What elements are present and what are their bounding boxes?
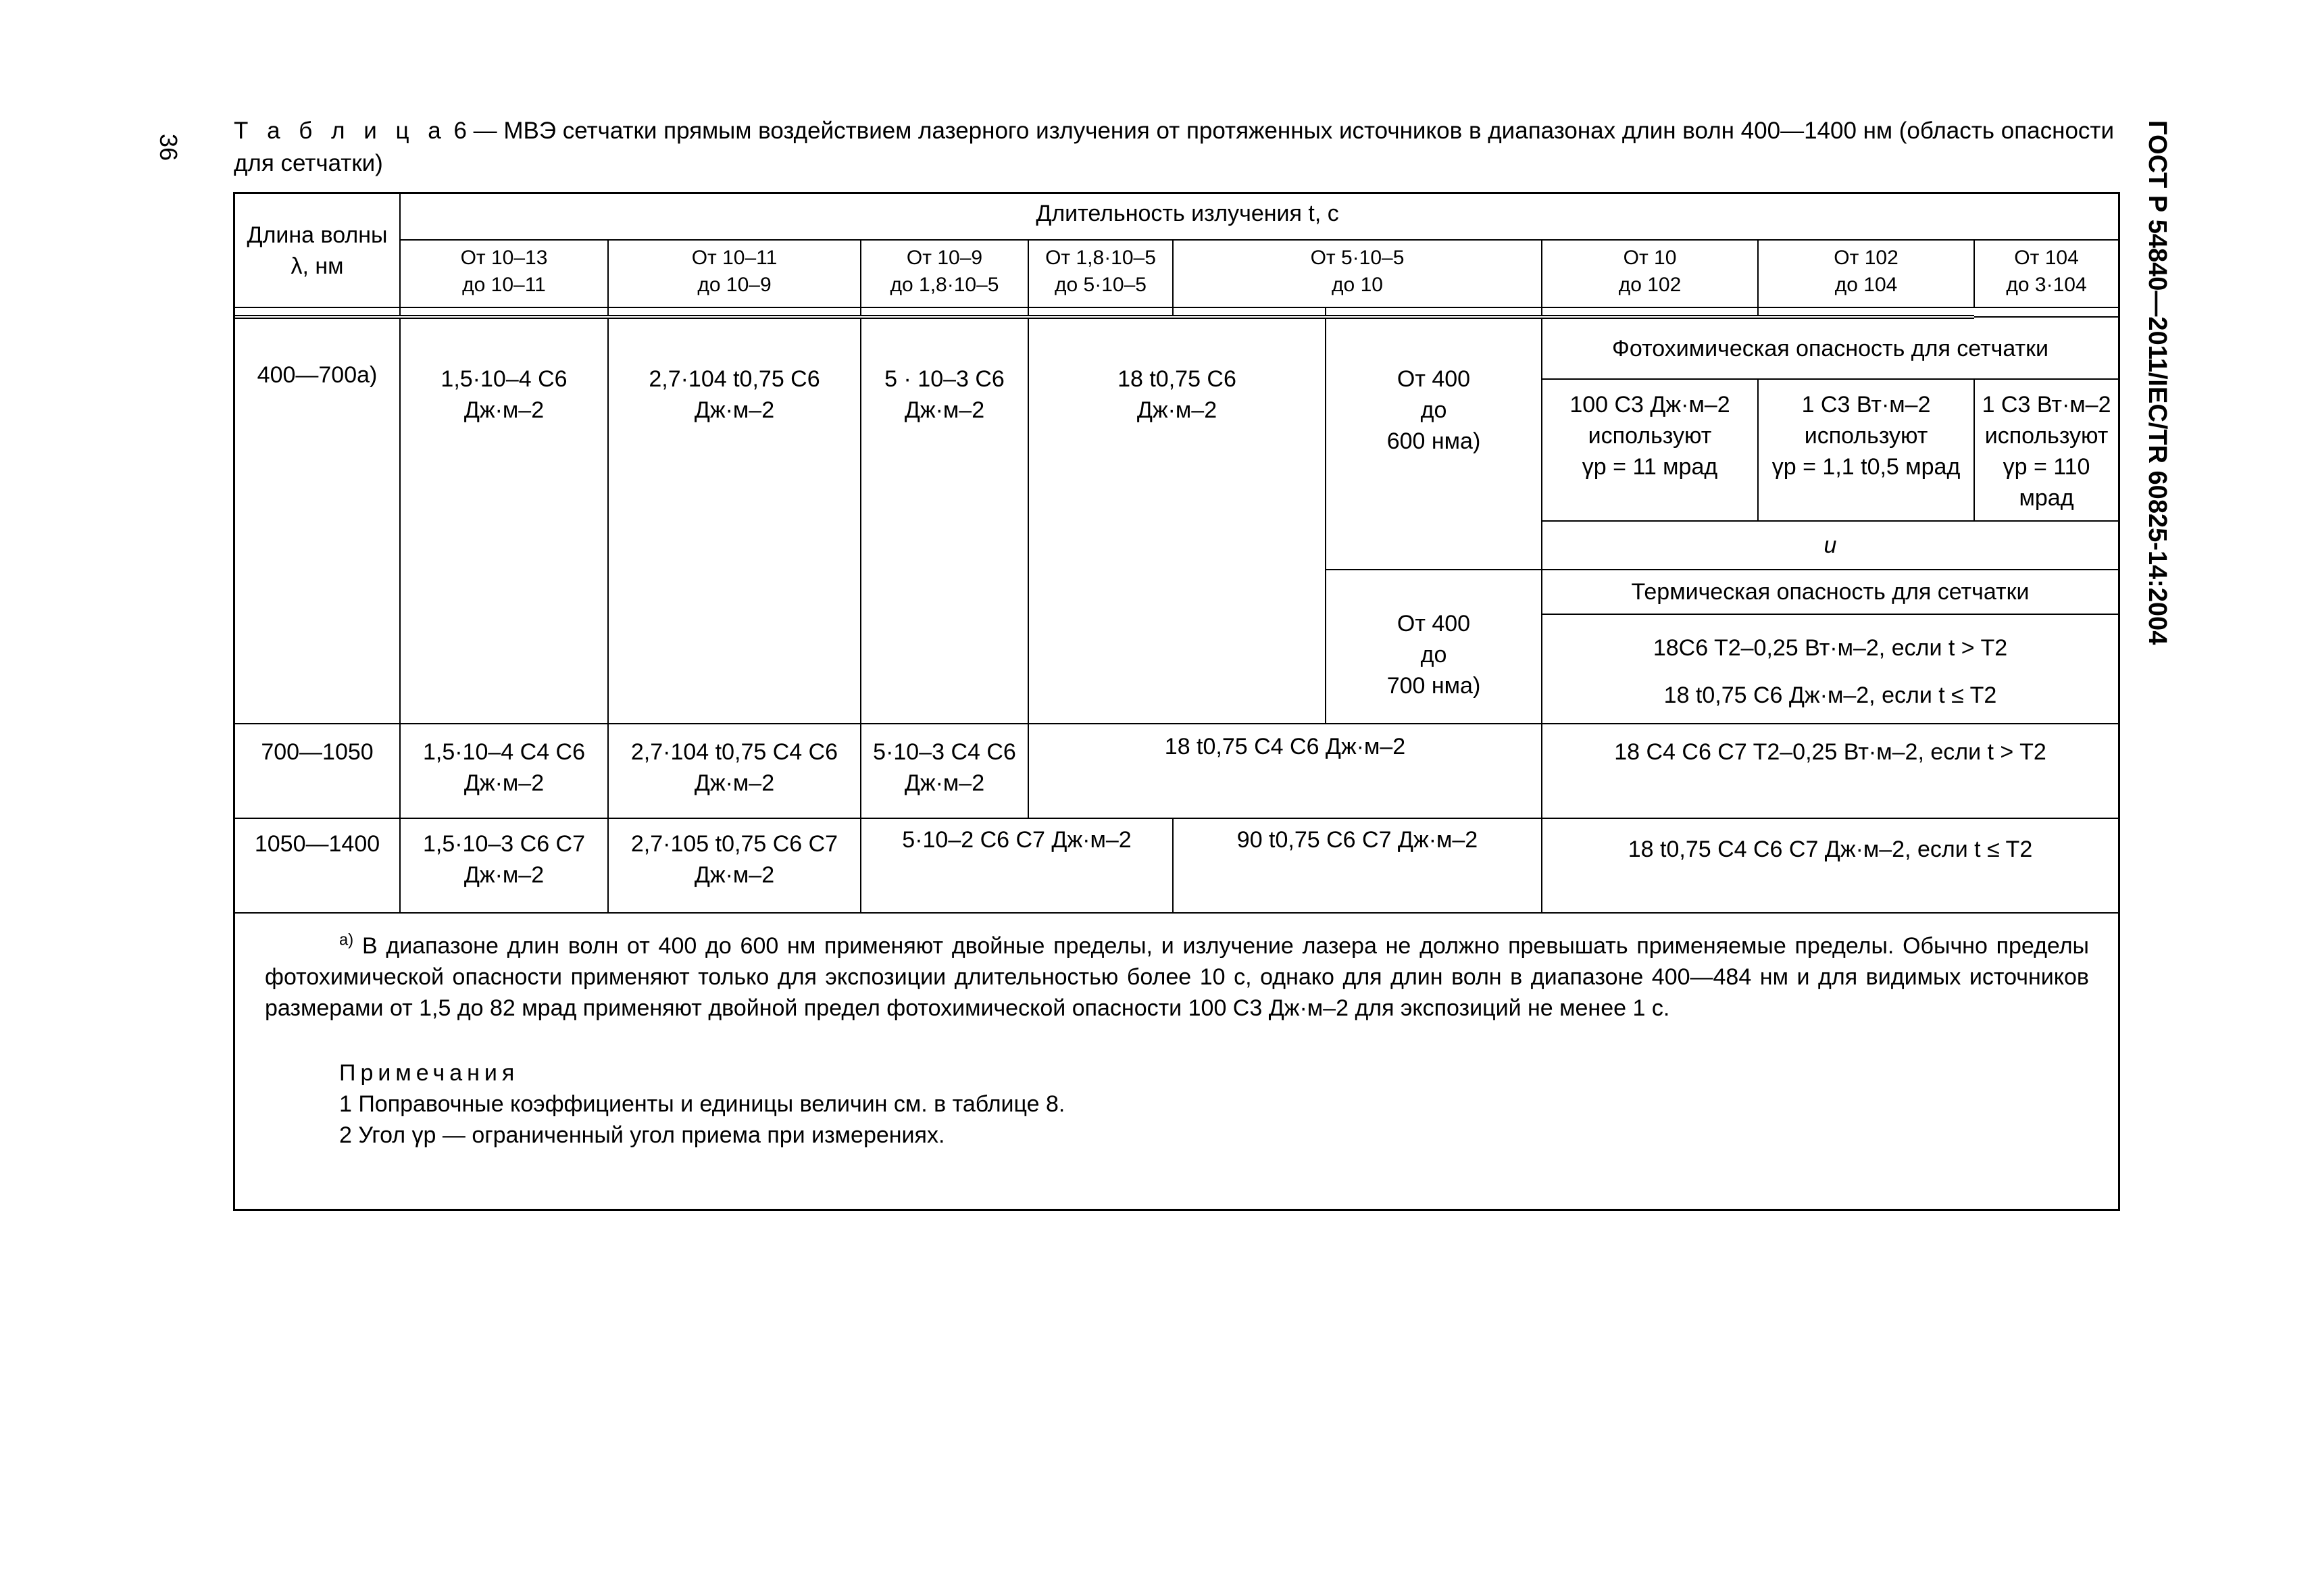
table-caption bbox=[234, 115, 2119, 180]
header-line: От 10–13 bbox=[460, 247, 548, 269]
notes-heading: Примечания bbox=[339, 1060, 520, 1086]
cell-line: Дж·м–2 bbox=[463, 862, 545, 888]
header-line: до 10–11 bbox=[462, 274, 546, 296]
cell-line: используют bbox=[1804, 423, 1928, 449]
row2-c1 bbox=[400, 724, 608, 818]
caption-label: Т а б л и ц а bbox=[234, 118, 447, 144]
cell-line: От 400 bbox=[1397, 611, 1471, 637]
header-col3 bbox=[861, 240, 1028, 307]
header-line: до 10 bbox=[1332, 274, 1383, 296]
cell-line: 5 · 10–3 C6 bbox=[884, 366, 1005, 392]
cell-line: γp = 1,1 t0,5 мрад bbox=[1771, 454, 1961, 480]
row3-c2 bbox=[608, 818, 861, 913]
header-line: до 10–9 bbox=[697, 274, 772, 296]
footnote-text: В диапазоне длин волн от 400 до 600 нм применяют двойные пределы, и излучение лазера не должно превышать применяемые пределы. Обычно пределы фотохимической опасности применяют только для экспозиции длительностью более 10 с, однако для длин волн в диапазоне 400—484 нм и для видимых источников размерами от 1,5 до 82 мрад применяют двойной предел фотохимической опасности 100 C3 Дж·м–2 для экспозиций не менее 1 с. bbox=[265, 933, 2089, 1021]
cell-line: Дж·м–2 bbox=[694, 770, 775, 796]
cell-line: 2,7·104 t0,75 C6 bbox=[649, 366, 820, 392]
cell-line: 2,7·105 t0,75 C6 C7 bbox=[630, 831, 838, 857]
header-duration: Длительность излучения t, с bbox=[400, 194, 1974, 240]
header-col7 bbox=[1758, 240, 1974, 307]
header-col2 bbox=[608, 240, 861, 307]
row3-c1 bbox=[400, 818, 608, 913]
cell-line: 100 C3 Дж·м–2 bbox=[1569, 392, 1730, 418]
cell-line: γp = 11 мрад bbox=[1582, 454, 1718, 480]
header-line: От 5·10–5 bbox=[1310, 247, 1405, 269]
row3-c5: 90 t0,75 C6 C7 Дж·м–2 bbox=[1173, 818, 1542, 913]
header-line: От 102 bbox=[1834, 247, 1898, 269]
row1-p3 bbox=[1974, 379, 2118, 521]
cell-line: до bbox=[1420, 642, 1447, 668]
header-wavelength bbox=[235, 194, 400, 307]
cell-line: 18 t0,75 C6 Дж·м–2, если t ≤ T2 bbox=[1663, 682, 1997, 708]
header-line: От 10–9 bbox=[906, 247, 983, 269]
header-line: до 5·10–5 bbox=[1055, 274, 1147, 296]
cell-line: используют bbox=[1984, 423, 2109, 449]
row1-range2 bbox=[1326, 570, 1542, 724]
header-col1 bbox=[400, 240, 608, 307]
note-item: 2 Угол γp — ограниченный угол приема при измерениях. bbox=[339, 1122, 945, 1148]
cell-line: Дж·м–2 bbox=[694, 397, 775, 423]
cell-line: 5·10–3 C4 C6 bbox=[873, 739, 1016, 765]
cell-line: 1,5·10–4 C6 bbox=[441, 366, 568, 392]
cell-line: 18 t0,75 C6 bbox=[1117, 366, 1236, 392]
row1-c45 bbox=[1028, 317, 1326, 724]
row3-wavelength: 1050—1400 bbox=[235, 818, 400, 913]
cell-line: Дж·м–2 bbox=[904, 397, 985, 423]
header-line: От 104 bbox=[2014, 247, 2079, 269]
header-line: Длина волны bbox=[247, 222, 388, 248]
document-side-header: ГОСТ Р 54840—2011/IEC/TR 60825-14:2004 bbox=[2143, 120, 2171, 645]
header-line: λ, нм bbox=[291, 253, 344, 279]
cell-line: Дж·м–2 bbox=[904, 770, 985, 796]
row1-c3 bbox=[861, 317, 1028, 724]
header-line: От 10–11 bbox=[691, 247, 778, 269]
cell-line: 1,5·10–4 C4 C6 bbox=[422, 739, 586, 765]
header-line: до 3·104 bbox=[2006, 274, 2087, 296]
row1-range1 bbox=[1326, 317, 1542, 570]
cell-line: Дж·м–2 bbox=[463, 397, 545, 423]
table-frame bbox=[233, 192, 2120, 1211]
row1-wavelength: 400—700а) bbox=[235, 317, 400, 724]
row3-right: 18 t0,75 C4 C6 C7 Дж·м–2, если t ≤ T2 bbox=[1542, 818, 2118, 913]
row2-c45: 18 t0,75 C4 C6 Дж·м–2 bbox=[1028, 724, 1542, 818]
cell-line: 18C6 T2–0,25 Вт·м–2, если t > T2 bbox=[1653, 635, 2008, 661]
mpe-table bbox=[235, 194, 2118, 914]
row1-thermal-values bbox=[1542, 614, 2118, 724]
cell-line: до bbox=[1420, 397, 1447, 423]
cell-line: 1 C3 Вт·м–2 bbox=[1801, 392, 1931, 418]
cell-line: 1 C3 Вт·м–2 bbox=[1982, 392, 2111, 418]
cell-line: используют bbox=[1588, 423, 1712, 449]
row2-right: 18 C4 C6 C7 T2–0,25 Вт·м–2, если t > T2 bbox=[1542, 724, 2118, 818]
row1-thermal-title: Термическая опасность для сетчатки bbox=[1542, 570, 2118, 614]
row1-p2 bbox=[1758, 379, 1974, 521]
header-col6 bbox=[1542, 240, 1758, 307]
cell-line: 600 нма) bbox=[1386, 428, 1481, 454]
footnote-mark: а) bbox=[339, 930, 354, 949]
row2-wavelength: 700—1050 bbox=[235, 724, 400, 818]
caption-text: 6 — МВЭ сетчатки прямым воздействием лазерного излучения от протяженных источников в диапазонах длин волн 400—1400 нм (область опасности для сетчатки) bbox=[234, 118, 2115, 176]
header-line: От 10 bbox=[1623, 247, 1677, 269]
cell-line: 700 нма) bbox=[1386, 673, 1481, 699]
note-item: 1 Поправочные коэффициенты и единицы величин см. в таблице 8. bbox=[339, 1091, 1065, 1117]
cell-line: Дж·м–2 bbox=[1136, 397, 1217, 423]
cell-line: Дж·м–2 bbox=[694, 862, 775, 888]
cell-line: 2,7·104 t0,75 C4 C6 bbox=[630, 739, 838, 765]
row1-c1 bbox=[400, 317, 608, 724]
table-notes bbox=[265, 930, 2089, 1151]
header-col4 bbox=[1028, 240, 1173, 307]
header-col5 bbox=[1173, 240, 1542, 307]
cell-line: γp = 110 мрад bbox=[2003, 454, 2090, 511]
row2-c2 bbox=[608, 724, 861, 818]
row1-p1 bbox=[1542, 379, 1758, 521]
cell-line: 1,5·10–3 C6 C7 bbox=[422, 831, 586, 857]
header-line: до 1,8·10–5 bbox=[890, 274, 999, 296]
row3-c34: 5·10–2 C6 C7 Дж·м–2 bbox=[861, 818, 1173, 913]
header-line: до 102 bbox=[1618, 274, 1682, 296]
cell-line: Дж·м–2 bbox=[463, 770, 545, 796]
page-number: 36 bbox=[155, 134, 182, 161]
row1-and: и bbox=[1542, 521, 2118, 570]
header-line: до 104 bbox=[1834, 274, 1898, 296]
row2-c3 bbox=[861, 724, 1028, 818]
header-col8 bbox=[1974, 240, 2118, 307]
row1-photochem-title: Фотохимическая опасность для сетчатки bbox=[1542, 317, 2118, 379]
row1-c2 bbox=[608, 317, 861, 724]
cell-line: От 400 bbox=[1397, 366, 1471, 392]
footnote-a bbox=[265, 930, 2089, 1024]
header-line: От 1,8·10–5 bbox=[1045, 247, 1156, 269]
